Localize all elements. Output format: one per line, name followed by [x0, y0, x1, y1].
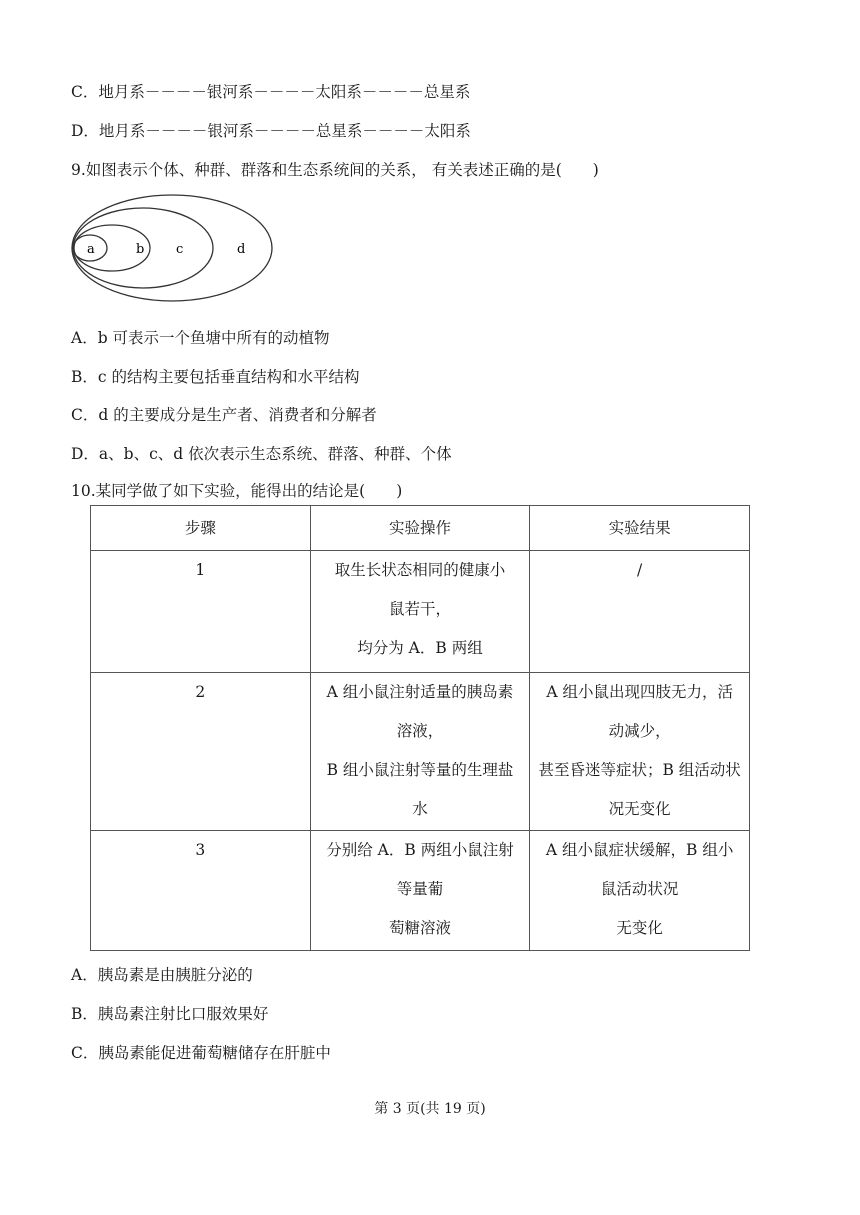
step-cell: 2	[91, 673, 311, 831]
operation-line: 水	[412, 800, 428, 818]
option-c-q8: C．地月系－－－－银河系－－－－太阳系－－－－总星系	[71, 83, 471, 101]
result-cell	[530, 831, 750, 951]
result-line: 况无变化	[608, 800, 671, 818]
table-row	[91, 551, 750, 673]
header-result: 实验结果	[530, 506, 750, 551]
operation-cell	[310, 673, 530, 831]
header-operation: 实验操作	[310, 506, 530, 551]
operation-cell	[310, 551, 530, 673]
option-d-q8: D．地月系－－－－银河系－－－－总星系－－－－太阳系	[71, 122, 471, 140]
operation-line: B 组小鼠注射等量的生理盐	[326, 761, 514, 779]
option-a-q10: A．胰岛素是由胰脏分泌的	[71, 966, 253, 984]
result-line: 甚至昏迷等症状；B 组活动状	[538, 761, 741, 779]
nested-ellipse-diagram	[70, 192, 274, 304]
option-d-q9: D．a、b、c、d 依次表示生态系统、群落、种群、个体	[71, 445, 452, 463]
experiment-table	[90, 505, 750, 951]
option-c-q10: C．胰岛素能促进葡萄糖储存在肝脏中	[71, 1044, 331, 1062]
operation-line: 分别给 A．B 两组小鼠注射	[326, 841, 514, 859]
page-footer: 第 3 页(共 19 页)	[374, 1101, 486, 1117]
operation-line: 萄糖溶液	[388, 919, 451, 937]
table-row	[91, 831, 750, 951]
result-line: /	[637, 561, 643, 579]
option-a-q9: A．b 可表示一个鱼塘中所有的动植物	[71, 329, 330, 347]
result-line: 鼠活动状况	[600, 880, 679, 898]
step-cell: 3	[91, 831, 311, 951]
result-line: 动减少，	[608, 722, 671, 740]
result-line: A 组小鼠出现四肢无力，活	[546, 683, 733, 701]
operation-line: 取生长状态相同的健康小	[334, 561, 506, 579]
operation-line: 鼠若干，	[388, 600, 451, 618]
result-line: A 组小鼠症状缓解，B 组小	[545, 841, 734, 859]
operation-line: A 组小鼠注射适量的胰岛素	[326, 683, 514, 701]
operation-line: 溶液，	[396, 722, 444, 740]
label-c: c	[176, 242, 184, 257]
question-10-stem: 10.某同学做了如下实验，能得出的结论是( )	[71, 482, 403, 500]
option-c-q9: C．d 的主要成分是生产者、消费者和分解者	[71, 406, 377, 424]
operation-line: 等量葡	[396, 880, 444, 898]
label-b: b	[136, 242, 145, 257]
question-9-stem: 9.如图表示个体、种群、群落和生态系统间的关系， 有关表述正确的是( )	[71, 161, 599, 179]
label-a: a	[87, 242, 95, 257]
label-d: d	[237, 242, 246, 257]
step-cell: 1	[91, 551, 311, 673]
header-step: 步骤	[91, 506, 311, 551]
operation-line: 均分为 A．B 两组	[357, 639, 483, 657]
option-b-q10: B．胰岛素注射比口服效果好	[71, 1005, 269, 1023]
operation-cell	[310, 831, 530, 951]
result-cell	[530, 673, 750, 831]
result-cell	[530, 551, 750, 673]
table-row	[91, 673, 750, 831]
table-header-row	[91, 506, 750, 551]
result-line: 无变化	[616, 919, 663, 937]
option-b-q9: B．c 的结构主要包括垂直结构和水平结构	[71, 368, 360, 386]
